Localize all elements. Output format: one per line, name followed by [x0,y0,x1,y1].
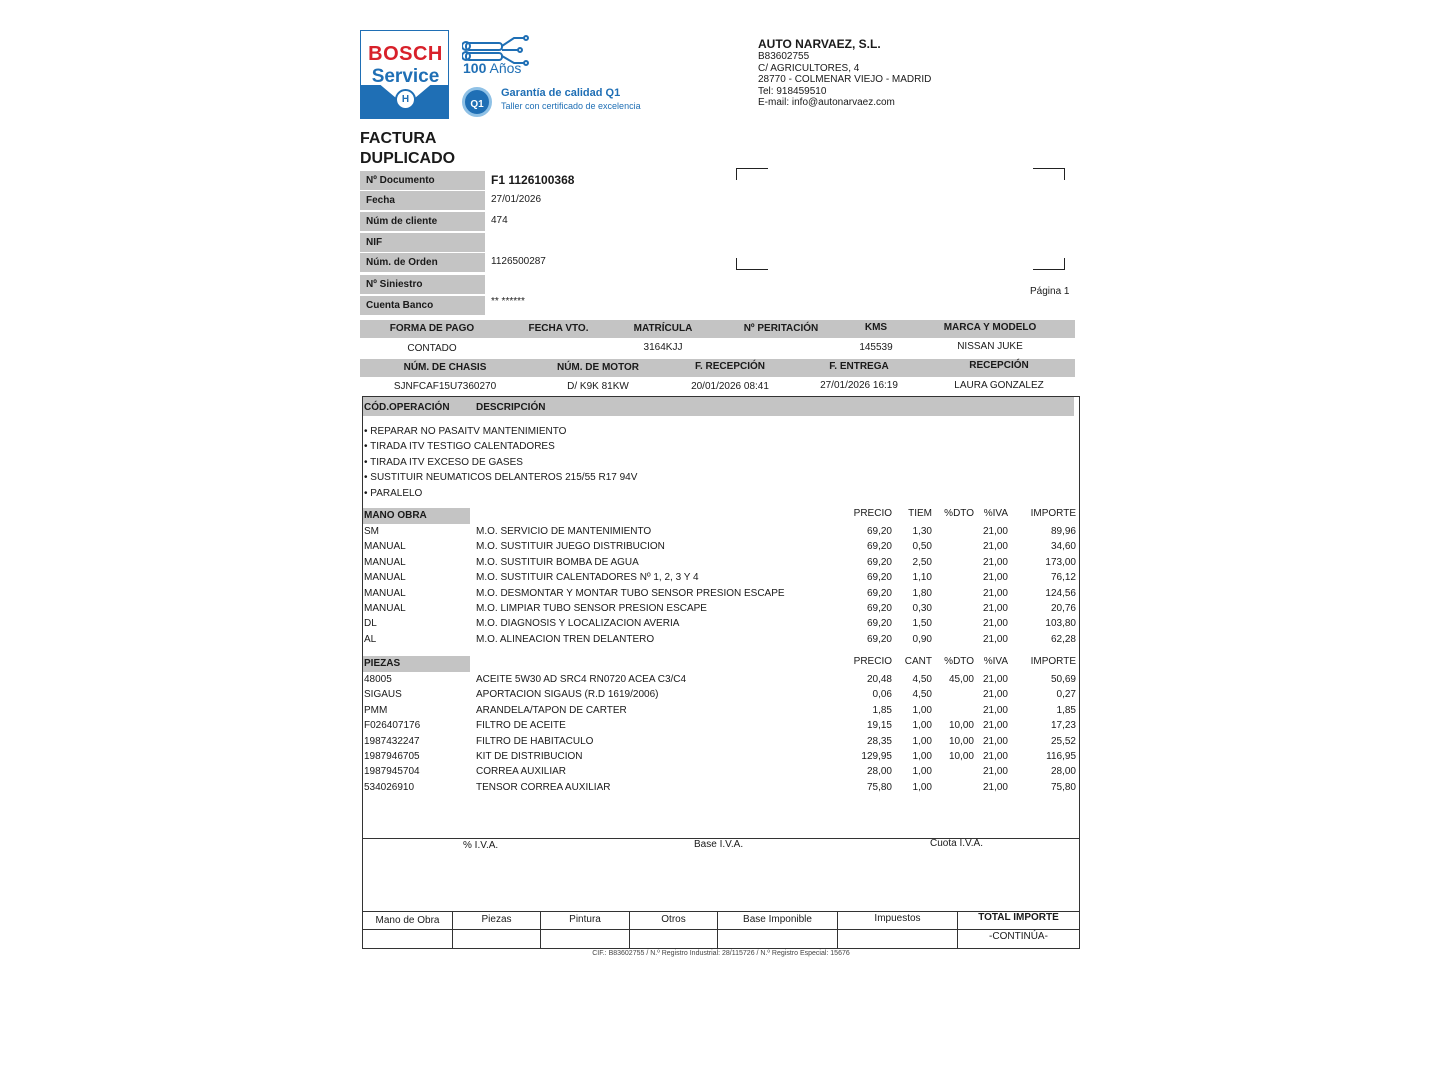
parts-cell-precio: 1,85 [872,704,892,716]
parts-cell-qty: 1,00 [912,766,932,778]
parts-cell-code: 1987946705 [364,751,420,762]
value-f-entrega: 27/01/2026 16:19 [820,380,898,391]
labor-cell-precio: 69,20 [866,541,892,553]
parts-cell-dto: 10,00 [948,720,974,732]
col-cod-operacion: CÓD.OPERACIÓN [364,402,450,413]
field-value-fecha: 27/01/2026 [491,194,542,205]
labor-header-precio: PRECIO [853,508,892,519]
company-name: AUTO NARVAEZ, S.L. [758,37,881,51]
labor-cell-precio: 69,20 [866,526,892,537]
window-corner-top-left [736,168,768,180]
labor-cell-precio: 69,20 [866,618,892,630]
company-tel: Tel: 918459510 [758,85,827,97]
labor-cell-iva: 21,00 [982,618,1008,630]
operation-item: • TIRADA ITV EXCESO DE GASES [364,457,523,468]
field-label-documento: Nº Documento [360,171,485,190]
parts-cell-code: 1987432247 [364,735,420,747]
labor-cell-desc: M.O. SUSTITUIR BOMBA DE AGUA [476,556,639,568]
labor-header-tiem: TIEM [908,508,932,519]
parts-cell-qty: 1,00 [912,704,932,716]
parts-cell-precio: 129,95 [861,751,892,762]
parts-cell-desc: TENSOR CORREA AUXILIAR [476,781,611,793]
q1-title: Garantía de calidad Q1 [501,87,621,99]
total-label-otros: Otros [661,914,686,925]
header-forma-pago: FORMA DE PAGO [389,323,475,334]
section-label-piezas: PIEZAS [363,656,470,672]
labor-cell-importe: 62,28 [1050,633,1076,645]
parts-cell-code: 48005 [364,674,392,685]
bosch-armature-icon: H [395,89,416,110]
page-number: Página 1 [1030,286,1070,297]
registry-footer: CIF.: B83602755 / N.º Registro Industrial: 28/115726 / N.º Registro Especial: 15676 [592,950,850,957]
total-label-mano-obra: Mano de Obra [375,915,440,926]
labor-cell-iva: 21,00 [982,541,1008,553]
labor-cell-qty: 2,50 [912,556,932,568]
labor-cell-code: MANUAL [364,587,406,599]
operation-item: • PARALELO [364,488,423,499]
header-peritacion: Nº PERITACIÓN [743,323,819,334]
labor-cell-importe: 34,60 [1050,541,1076,553]
parts-cell-importe: 1,85 [1056,704,1076,716]
parts-cell-precio: 28,35 [866,735,892,747]
parts-cell-code: F026407176 [364,720,421,732]
labor-cell-precio: 69,20 [866,572,892,584]
parts-cell-dto: 10,00 [948,751,974,762]
labor-cell-qty: 0,90 [912,633,932,645]
labor-cell-desc: M.O. LIMPIAR TUBO SENSOR PRESION ESCAPE [476,603,707,614]
labor-cell-importe: 20,76 [1050,603,1076,614]
labor-cell-desc: M.O. SUSTITUIR JUEGO DISTRIBUCION [476,541,665,553]
continua-label: -CONTINÚA- [989,931,1048,942]
value-f-recepcion: 20/01/2026 08:41 [691,381,769,392]
labor-cell-code: AL [364,633,377,645]
value-matricula: 3164KJJ [643,342,683,353]
labor-cell-importe: 173,00 [1045,556,1076,568]
parts-cell-iva: 21,00 [982,766,1008,778]
window-corner-bottom-left [736,258,768,270]
window-corner-top-right [1033,168,1065,180]
labor-header-dto: %DTO [944,508,974,519]
labor-cell-iva: 21,00 [982,556,1008,568]
parts-header-precio: PRECIO [853,656,892,667]
labor-cell-precio: 69,20 [866,587,892,599]
parts-cell-code: PMM [364,704,388,716]
labor-cell-iva: 21,00 [982,603,1008,614]
company-block [758,37,931,109]
labor-cell-code: MANUAL [364,556,406,568]
labor-cell-precio: 69,20 [866,633,892,645]
labor-cell-desc: M.O. DIAGNOSIS Y LOCALIZACION AVERIA [476,618,680,630]
total-label-impuestos: Impuestos [874,913,921,924]
header-recepcion: RECEPCIÓN [969,360,1029,371]
parts-row [364,705,1076,720]
parts-cell-desc: CORREA AUXILIAR [476,766,567,778]
labor-cell-qty: 1,30 [912,526,932,537]
header-kms: KMS [864,322,888,333]
parts-cell-qty: 1,00 [912,720,932,732]
parts-cell-iva: 21,00 [982,704,1008,716]
q1-badge-icon: Q1 [462,87,492,117]
parts-header-cant: CANT [904,656,932,667]
parts-cell-iva: 21,00 [982,674,1008,685]
parts-cell-iva: 21,00 [982,735,1008,747]
parts-row [364,751,1076,766]
parts-cell-code: 1987945704 [364,766,420,778]
labor-row [364,634,1076,649]
total-label-importe: TOTAL IMPORTE [978,912,1059,923]
field-label-fecha: Fecha [360,191,485,210]
value-kms: 145539 [859,342,893,353]
field-label-siniestro: Nº Siniestro [360,275,485,294]
parts-cell-iva: 21,00 [982,720,1008,732]
tax-col-cuota: Cuota I.V.A. [930,838,983,849]
labor-cell-iva: 21,00 [982,572,1008,584]
header-chasis: NÚM. DE CHASIS [403,362,487,373]
labor-cell-iva: 21,00 [982,526,1008,537]
parts-cell-precio: 0,06 [872,689,892,701]
labor-row [364,588,1076,603]
labor-cell-iva: 21,00 [982,633,1008,645]
parts-cell-code: SIGAUS [364,689,402,701]
labor-row [364,618,1076,633]
labor-cell-importe: 103,80 [1045,618,1076,630]
document-type-title: FACTURA [360,130,437,147]
parts-row [364,766,1076,781]
field-label-cliente: Núm de cliente [360,212,485,231]
parts-cell-importe: 75,80 [1050,781,1076,793]
operation-item: • TIRADA ITV TESTIGO CALENTADORES [364,441,555,452]
parts-header-importe: IMPORTE [1030,656,1076,667]
field-label-orden: Núm. de Orden [360,253,485,272]
parts-column-headers [364,656,1076,671]
company-city: 28770 - COLMENAR VIEJO - MADRID [758,74,932,85]
labor-cell-importe: 76,12 [1050,572,1076,584]
parts-row [364,689,1076,704]
parts-cell-importe: 116,95 [1046,751,1076,762]
labor-cell-importe: 89,96 [1050,526,1076,537]
value-recepcion: LAURA GONZALEZ [954,380,1044,391]
header-matricula: MATRÍCULA [633,323,693,334]
q1-subtitle: Taller con certificado de excelencia [501,101,641,111]
parts-cell-desc: ARANDELA/TAPON DE CARTER [476,704,627,716]
labor-header-iva: %IVA [983,508,1008,519]
value-marca-modelo: NISSAN JUKE [957,341,1023,352]
parts-cell-importe: 50,69 [1050,674,1076,685]
parts-cell-desc: APORTACION SIGAUS (R.D 1619/2006) [476,689,659,701]
value-forma-pago: CONTADO [407,343,457,354]
tax-col-pct: % I.V.A. [463,840,499,851]
labor-cell-qty: 1,50 [912,618,932,630]
parts-cell-desc: FILTRO DE HABITACULO [476,735,594,747]
parts-cell-qty: 1,00 [912,735,932,747]
total-label-pintura: Pintura [569,914,601,925]
labor-cell-importe: 124,56 [1045,587,1076,599]
field-value-cliente: 474 [491,215,508,226]
labor-row [364,572,1076,587]
labor-cell-code: SM [364,526,379,537]
labor-cell-qty: 0,50 [912,541,932,553]
parts-cell-dto: 45,00 [948,674,974,685]
section-label-mano-obra: MANO OBRA [363,508,470,524]
operation-item: • REPARAR NO PASAITV MANTENIMIENTO [364,426,567,437]
total-label-piezas: Piezas [481,914,512,925]
parts-cell-iva: 21,00 [982,751,1008,762]
parts-cell-desc: FILTRO DE ACEITE [476,720,566,732]
bosch-logo-text: BOSCH [368,43,443,65]
labor-row [364,541,1076,556]
parts-cell-qty: 1,00 [912,751,932,762]
parts-cell-qty: 1,00 [912,781,932,793]
value-chasis: SJNFCAF15U7360270 [393,381,497,392]
parts-cell-precio: 75,80 [866,781,892,793]
labor-cell-precio: 69,20 [866,603,892,614]
labor-cell-code: MANUAL [364,541,406,553]
header-motor: NÚM. DE MOTOR [556,362,640,373]
labor-cell-iva: 21,00 [982,587,1008,599]
parts-cell-qty: 4,50 [912,689,932,701]
labor-cell-code: MANUAL [364,572,406,584]
operations-header-bar [363,397,1074,416]
labor-column-headers [364,508,1076,523]
company-email: E-mail: info@autonarvaez.com [758,97,895,108]
field-value-cuenta: ** ****** [491,296,525,307]
parts-header-iva: %IVA [983,656,1008,667]
parts-row [364,782,1076,797]
parts-cell-qty: 4,50 [912,674,932,685]
parts-cell-iva: 21,00 [982,781,1008,793]
labor-row [364,526,1076,541]
parts-cell-dto: 10,00 [948,735,974,747]
parts-cell-iva: 21,00 [982,689,1008,701]
tax-col-base: Base I.V.A. [694,839,744,850]
parts-cell-precio: 28,00 [866,766,892,778]
parts-cell-precio: 20,48 [866,674,892,685]
labor-cell-desc: M.O. ALINEACION TREN DELANTERO [476,633,655,645]
col-descripcion: DESCRIPCIÓN [476,402,546,413]
header-marca-modelo: MARCA Y MODELO [943,322,1037,333]
totals-mid-line [362,929,1080,930]
bosch-service-logo [360,30,449,119]
header-f-entrega: F. ENTREGA [829,361,889,372]
parts-cell-desc: KIT DE DISTRIBUCION [476,751,583,762]
labor-header-importe: IMPORTE [1030,508,1076,519]
parts-cell-importe: 25,52 [1050,735,1076,747]
labor-cell-code: DL [364,618,377,630]
window-corner-bottom-right [1033,258,1065,270]
header-fecha-vto: FECHA VTO. [528,323,589,334]
value-motor: D/ K9K 81KW [567,381,629,392]
parts-cell-importe: 28,00 [1050,766,1076,778]
field-value-orden: 1126500287 [491,256,546,267]
labor-cell-desc: M.O. SERVICIO DE MANTENIMIENTO [476,526,652,537]
labor-row [364,603,1076,618]
parts-row [364,674,1076,689]
header-f-recepcion: F. RECEPCIÓN [694,361,765,372]
parts-row [364,736,1076,751]
parts-row [364,720,1076,735]
labor-cell-qty: 1,80 [912,587,932,599]
labor-cell-qty: 0,30 [912,603,932,614]
labor-row [364,557,1076,572]
field-value-documento: F1 1126100368 [491,173,575,187]
parts-cell-importe: 0,27 [1056,689,1076,701]
total-label-base-imponible: Base Imponible [743,914,812,925]
operation-item: • SUSTITUIR NEUMATICOS DELANTEROS 215/55 R17 94V [364,472,638,483]
document-copy-title: DUPLICADO [360,150,456,167]
parts-cell-code: 534026910 [364,781,415,793]
field-label-cuenta: Cuenta Banco [360,296,485,315]
parts-cell-desc: ACEITE 5W30 AD SRC4 RN0720 ACEA C3/C4 [476,674,687,685]
parts-cell-importe: 17,23 [1050,720,1076,732]
labor-cell-qty: 1,10 [912,572,932,584]
company-cif: B83602755 [758,51,810,62]
parts-cell-precio: 19,15 [866,720,892,732]
labor-cell-precio: 69,20 [866,556,892,568]
service-logo-text: Service [371,66,440,87]
100-anos-label: 100 Años [463,60,522,76]
company-address: C/ AGRICULTORES, 4 [758,62,860,74]
labor-cell-code: MANUAL [364,603,406,614]
labor-cell-desc: M.O. SUSTITUIR CALENTADORES Nº 1, 2, 3 Y 4 [476,572,699,584]
field-label-nif: NIF [360,233,485,252]
parts-header-dto: %DTO [944,656,974,667]
labor-cell-desc: M.O. DESMONTAR Y MONTAR TUBO SENSOR PRESION ESCAPE [476,587,785,599]
